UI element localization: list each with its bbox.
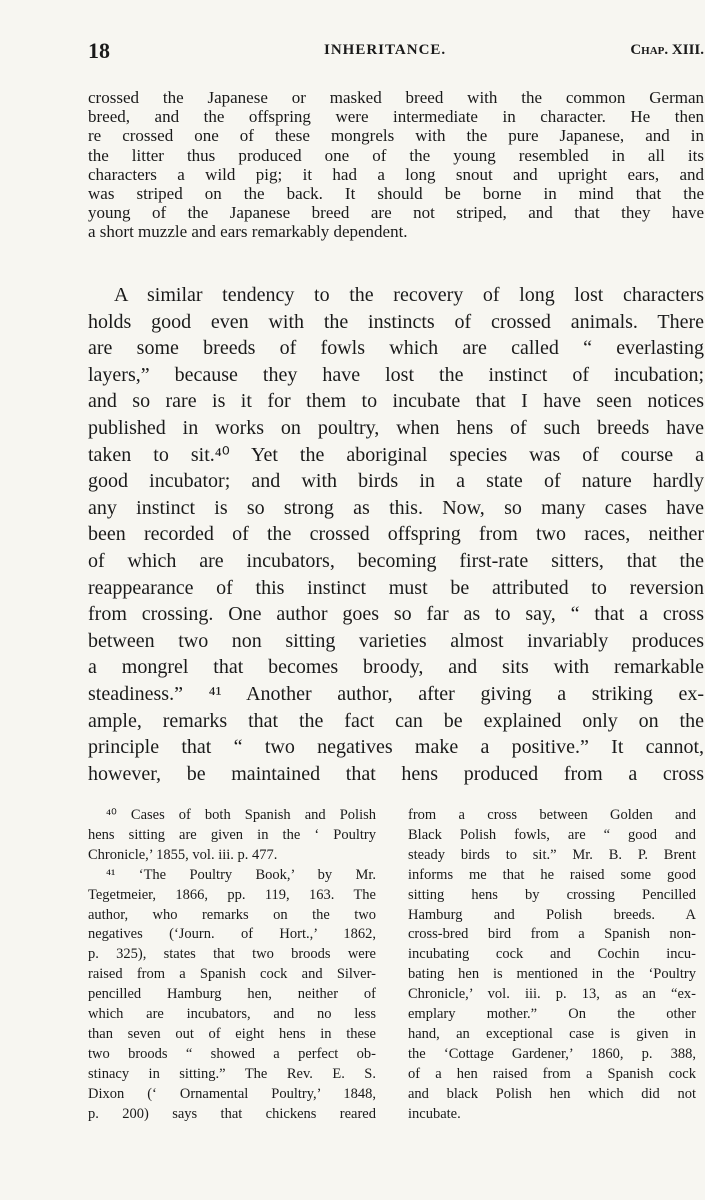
text-line: holds good even with the instincts of crossed animals. There <box>88 310 704 333</box>
footnote-line: from a cross between Golden and <box>408 807 696 823</box>
footnote-line: pencilled Hamburg hen, neither of <box>88 986 376 1003</box>
footnotes <box>88 806 704 1146</box>
text-line: crossed the Japanese or masked breed with the common German <box>88 88 704 107</box>
footnote-line: Dixon (‘ Ornamental Poultry,’ 1848, <box>88 1085 376 1102</box>
text-line: principle that “ two negatives make a positive.” It cannot, <box>88 736 704 759</box>
footnotes-right-column <box>408 806 696 1125</box>
text-line: breed, and the offspring were intermediate in character. He then <box>88 107 704 127</box>
text-line: re crossed one of these mongrels with the pure Japanese, and in <box>88 126 704 146</box>
footnote-line: Tegetmeier, 1866, pp. 119, 163. The <box>88 886 376 903</box>
footnote-line: informs me that he raised some good <box>408 866 696 883</box>
footnote-line: emplary mother.” On the other <box>408 1006 696 1023</box>
footnote-line: p. 200) says that chickens reared <box>88 1105 376 1122</box>
footnote-line: which are incubators, and no less <box>88 1006 376 1023</box>
text-line: the litter thus produced one of the young resembled in all its <box>88 145 704 165</box>
footnote-line: raised from a Spanish cock and Silver- <box>88 966 376 983</box>
footnote-line: ⁴¹ ‘The Poultry Book,’ by Mr. <box>106 866 376 883</box>
text-line: taken to sit.⁴⁰ Yet the aboriginal species was of course a <box>88 443 704 466</box>
text-line: and so rare is it for them to incubate that I have seen notices <box>88 390 704 413</box>
text-line: any instinct is so strong as this. Now, so many cases have <box>88 496 704 519</box>
text-line: young of the Japanese breed are not striped, and that they have <box>88 203 704 223</box>
intro-paragraph <box>88 88 704 242</box>
footnote-line: negatives (‘Journ. of Hort.,’ 1862, <box>88 926 376 943</box>
text-line: ample, remarks that the fact can be explained only on the <box>88 709 704 732</box>
text-line: layers,” because they have lost the instinct of incubation; <box>88 363 704 386</box>
text-line: from crossing. One author goes so far as to say, “ that a cross <box>88 603 704 626</box>
footnote-line: Black Polish fowls, are “ good and <box>408 826 696 843</box>
footnote-line: author, who remarks on the two <box>88 906 376 923</box>
text-line: however, be maintained that hens produced from a cross <box>88 762 704 785</box>
text-line: steadiness.” ⁴¹ Another author, after giving a striking ex- <box>88 682 704 705</box>
text-line: was striped on the back. It should be borne in mind that the <box>88 184 704 204</box>
text-line: between two non sitting varieties almost invariably produces <box>88 629 704 652</box>
page-number: 18 <box>88 38 110 63</box>
footnote-line: than seven out of eight hens in these <box>88 1025 376 1042</box>
footnote-line: bating hen is mentioned in the ‘Poultry <box>408 966 696 983</box>
text-line: are some breeds of fowls which are called “ everlasting <box>88 337 704 360</box>
footnote-line: hens sitting are given in the ‘ Poultry <box>88 826 376 843</box>
footnotes-left-column <box>88 806 376 1125</box>
footnote-line: hand, an exceptional case is given in <box>408 1025 696 1042</box>
footnote-line: ⁴⁰ Cases of both Spanish and Polish <box>106 807 376 823</box>
running-title: INHERITANCE. <box>324 42 447 58</box>
text-line: reappearance of this instinct must be attributed to reversion <box>88 576 704 599</box>
footnote-line: Chronicle,’ vol. iii. p. 13, as an “ex- <box>408 986 696 1003</box>
footnote-line: Chronicle,’ 1855, vol. iii. p. 477. <box>88 846 278 863</box>
text-line: good incubator; and with birds in a state of nature hardly <box>88 470 704 493</box>
main-paragraph <box>88 282 704 787</box>
footnote-line: p. 325), states that two broods were <box>88 946 376 963</box>
footnote-line: stinacy in sitting.” The Rev. E. S. <box>88 1065 376 1082</box>
text-line: A similar tendency to the recovery of long lost characters <box>114 284 704 306</box>
text-line: characters a wild pig; it had a long snout and upright ears, and <box>88 164 704 184</box>
footnote-line: Hamburg and Polish breeds. A <box>408 906 696 923</box>
text-line: of which are incubators, becoming first-rate sitters, that the <box>88 549 704 572</box>
footnote-line: steady birds to sit.” Mr. B. P. Brent <box>408 846 696 863</box>
footnote-line: incubate. <box>408 1105 461 1122</box>
footnote-line: two broods “ showed a perfect ob- <box>88 1045 376 1062</box>
footnote-line: sitting hens by crossing Pencilled <box>408 886 696 903</box>
chapter-label: Chap. XIII. <box>630 42 704 58</box>
text-line: been recorded of the crossed offspring from two races, neither <box>88 523 704 546</box>
text-line: published in works on poultry, when hens of such breeds have <box>88 416 704 439</box>
text-line: a mongrel that becomes broody, and sits with remarkable <box>88 656 704 679</box>
footnote-line: incubating cock and Cochin incu- <box>408 946 696 963</box>
text-line: a short muzzle and ears remarkably dependent. <box>88 222 408 242</box>
page-header <box>88 38 704 68</box>
footnote-line: and black Polish hen which did not <box>408 1085 696 1102</box>
footnote-line: the ‘Cottage Gardener,’ 1860, p. 388, <box>408 1045 696 1062</box>
footnote-line: cross-bred bird from a Spanish non- <box>408 926 696 943</box>
footnote-line: of a hen raised from a Spanish cock <box>408 1065 696 1082</box>
